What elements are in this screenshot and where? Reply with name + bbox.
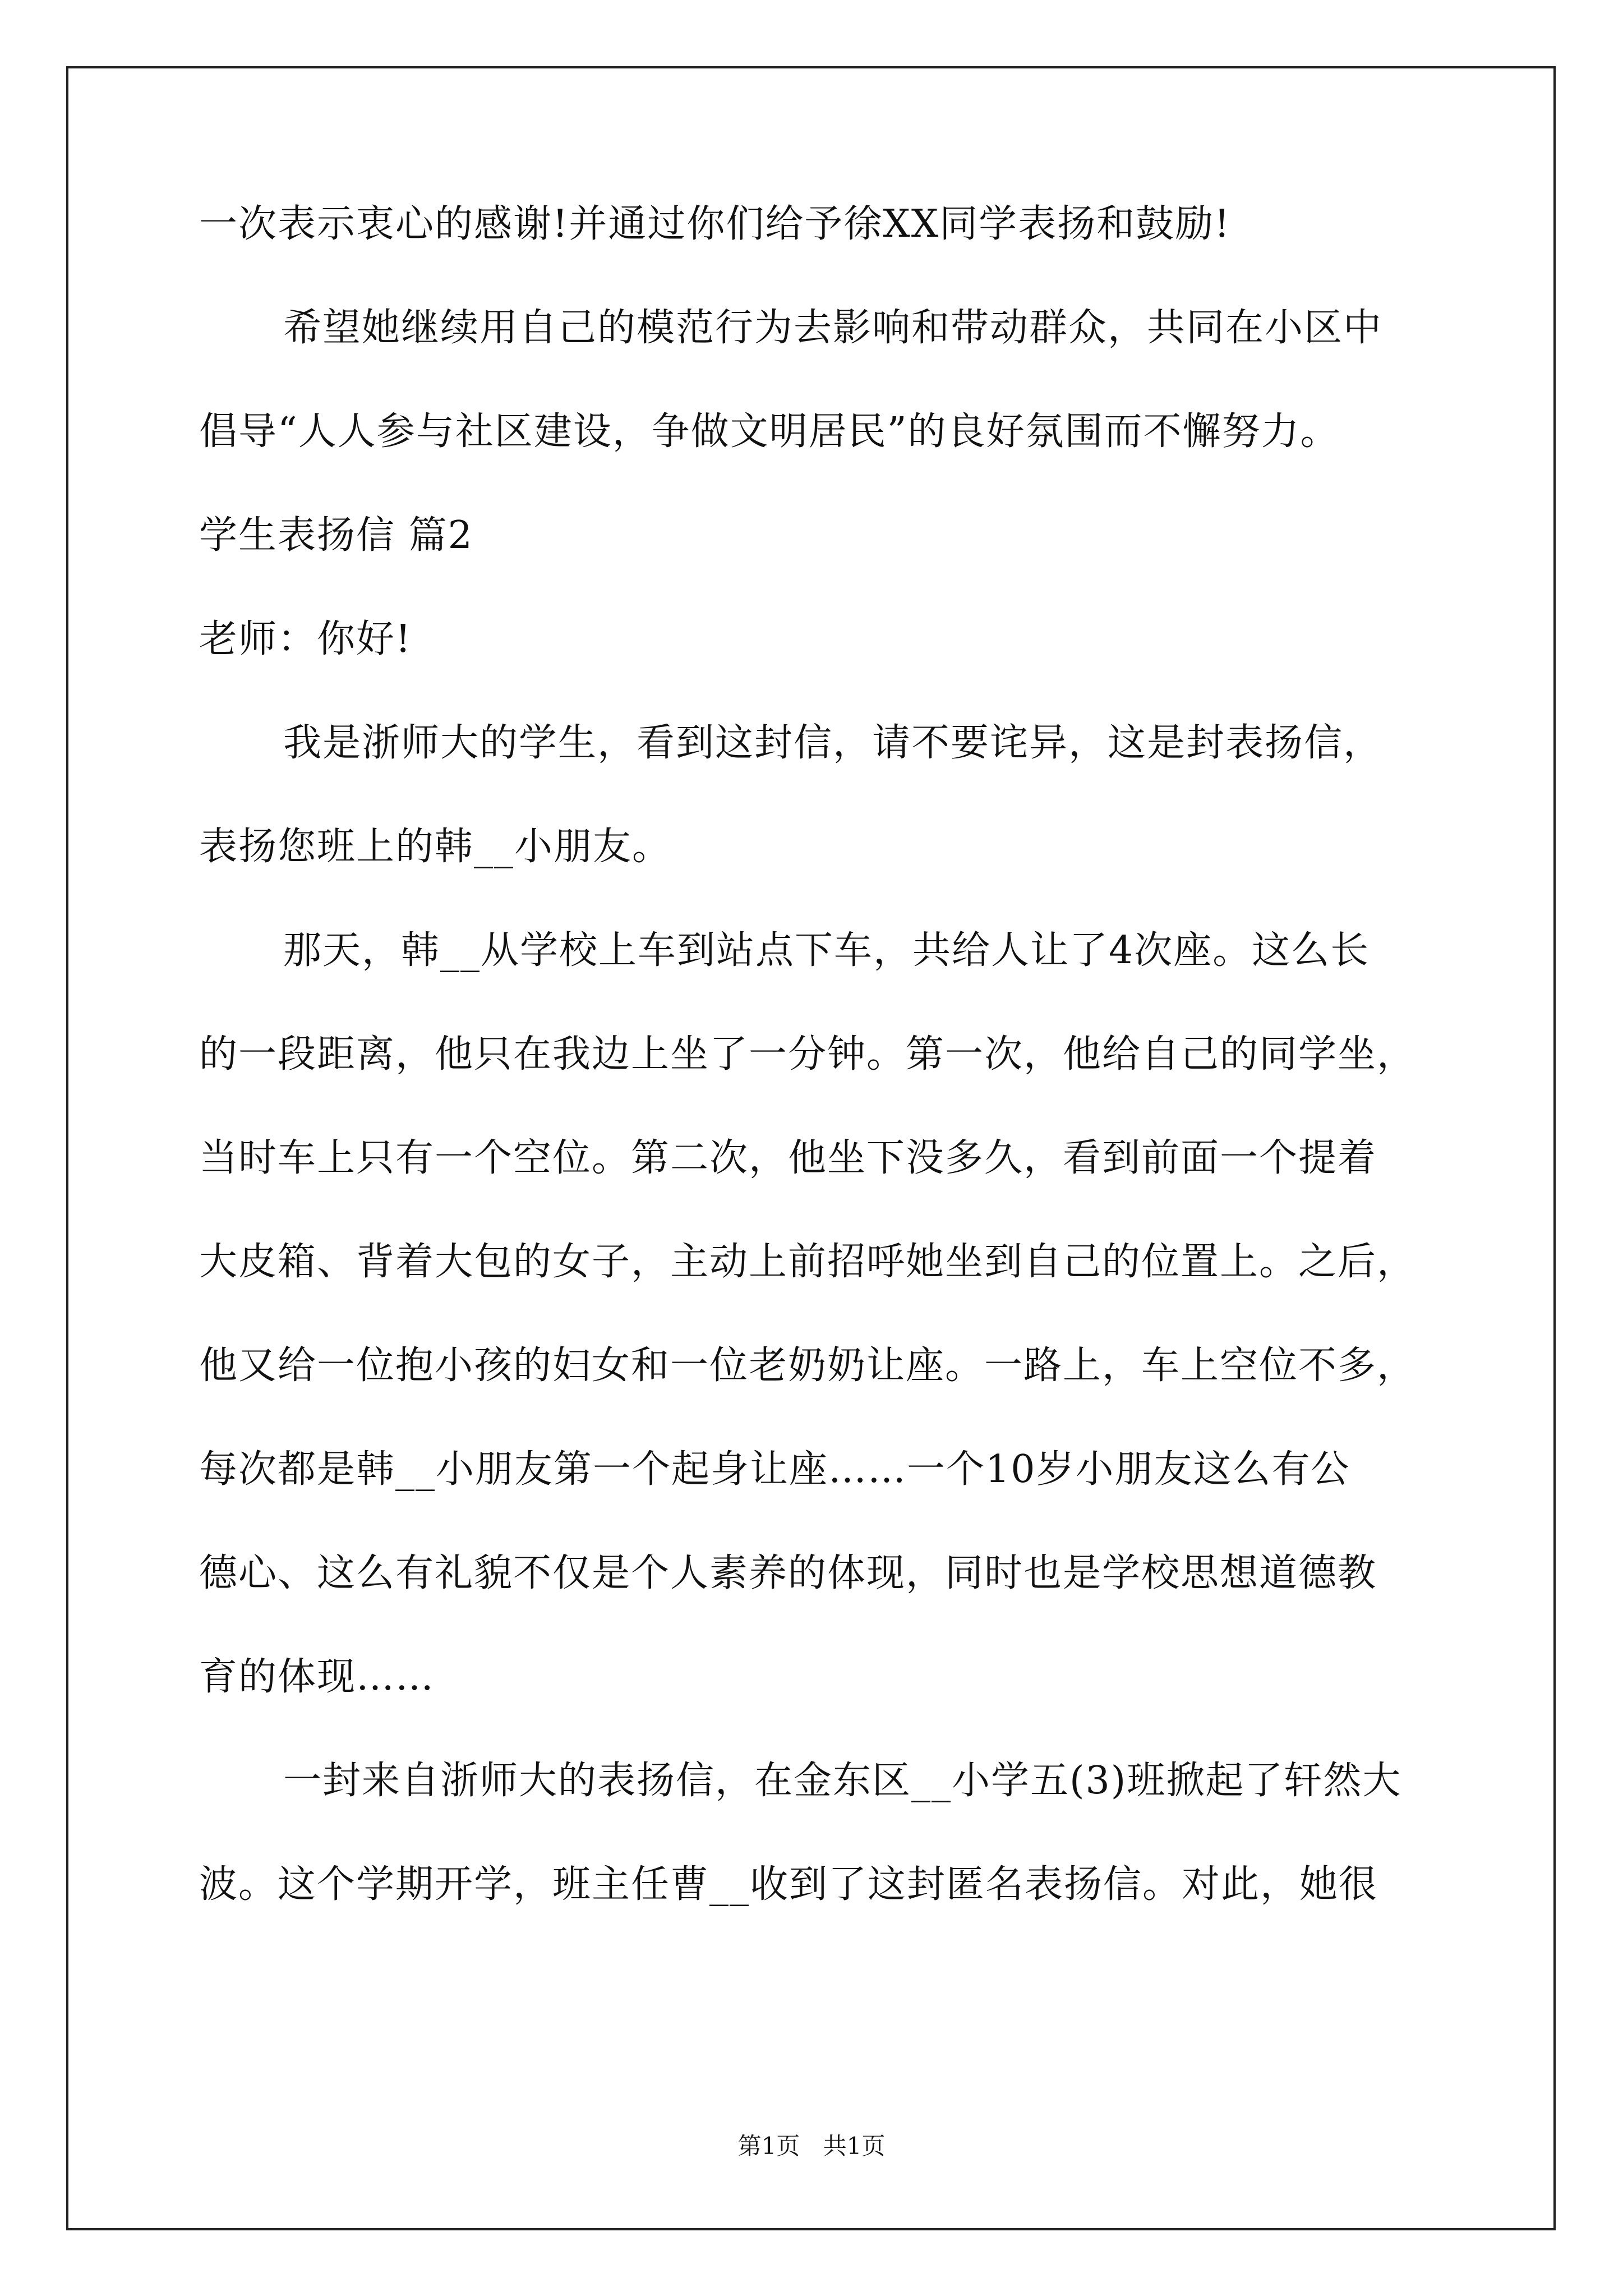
- page-total: 共1页: [823, 2132, 886, 2160]
- paragraph-line: 育的体现……: [199, 1655, 435, 1699]
- paragraph-line: 一次表示衷心的感谢!并通过你们给予徐XX同学表扬和鼓励!: [199, 202, 1231, 246]
- paragraph-line: 大皮箱、背着大包的女子，主动上前招呼她坐到自己的位置上。之后，: [199, 1240, 1417, 1284]
- paragraph-line: 倡导“人人参与社区建设，争做文明居民”的良好氛围而不懈努力。: [199, 409, 1340, 454]
- paragraph-line: 希望她继续用自己的模范行为去影响和带动群众，共同在小区中: [283, 306, 1383, 350]
- paragraph-line: 他又给一位抱小孩的妇女和一位老奶奶让座。一路上，车上空位不多，: [199, 1343, 1417, 1388]
- page-footer: [0, 2129, 1623, 2163]
- paragraph-line: 表扬您班上的韩__小朋友。: [199, 825, 672, 869]
- paragraph-line: 我是浙师大的学生，看到这封信，请不要诧异，这是封表扬信，: [283, 721, 1383, 765]
- paragraph-line: 当时车上只有一个空位。第二次，他坐下没多久，看到前面一个提着: [199, 1136, 1377, 1180]
- section-heading: 学生表扬信 篇2: [199, 513, 473, 558]
- paragraph-line: 的一段距离，他只在我边上坐了一分钟。第一次，他给自己的同学坐，: [199, 1032, 1417, 1076]
- page-number: 第1页: [737, 2132, 800, 2160]
- paragraph-line: 每次都是韩__小朋友第一个起身让座……一个10岁小朋友这么有公: [199, 1447, 1350, 1492]
- paragraph-line: 波。这个学期开学，班主任曹__收到了这封匿名表扬信。对此，她很: [199, 1862, 1378, 1907]
- paragraph-line: 德心、这么有礼貌不仅是个人素养的体现，同时也是学校思想道德教: [199, 1551, 1377, 1595]
- salutation: 老师：你好!: [199, 617, 412, 661]
- paragraph-line: 那天，韩__从学校上车到站点下车，共给人让了4次座。这么长: [283, 928, 1370, 973]
- paragraph-line: 一封来自浙师大的表扬信，在金东区__小学五(3)班掀起了轩然大: [283, 1759, 1402, 1803]
